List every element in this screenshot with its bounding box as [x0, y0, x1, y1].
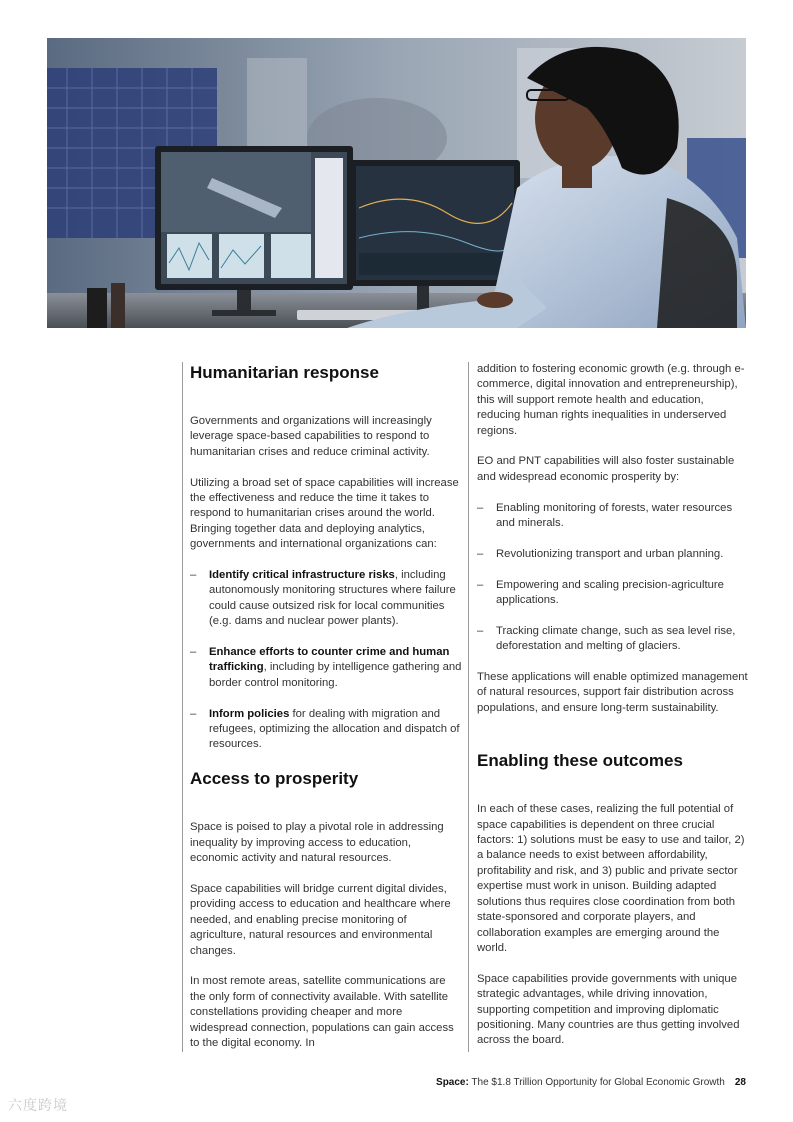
paragraph: In most remote areas, satellite communications are the only form of connectivity available. With satellite constellations providing cheaper and more widespread connection, populations can gain access to the digital economy. In [190, 975, 454, 1049]
footer-title: The $1.8 Trillion Opportunity for Global Economic Growth [468, 1077, 725, 1088]
watermark: 六度跨境 [8, 1097, 68, 1113]
paragraph: addition to fostering economic growth (e.g. through e-commerce, digital innovation and entrepreneurship), this will support remote health and education, reducing human rights inequalities in underserved regions. [477, 363, 745, 437]
paragraph: Utilizing a broad set of space capabilities will increase the effectiveness and reduce the time it takes to respond to humanitarian crises around the world. Bringing together data and deploying analytics, governments and international organizations can: [190, 476, 459, 551]
footer-brand: Space: [436, 1077, 469, 1088]
list-item-bold: Identify critical infrastructure risks [209, 569, 395, 582]
hero-photo [47, 38, 746, 328]
list-item-text: , including by intelligence gathering and border control monitoring. [209, 661, 462, 689]
page-number: 28 [734, 1077, 746, 1088]
paragraph: Space capabilities will bridge current digital divides, providing access to education and healthcare where needed, and enabling precise monitoring of agriculture, natural resources and environmental changes. [190, 882, 451, 957]
left-column [190, 362, 462, 1067]
column-divider-left [182, 362, 183, 1052]
paragraph: These applications will enable optimized management of natural resources, support fair distribution across populations, and ensure long-term sustainability. [477, 671, 748, 714]
list-item: – Enabling monitoring of forests, water resources and minerals. [477, 501, 749, 532]
list-item [190, 568, 462, 630]
page-footer [436, 1077, 746, 1088]
paragraph: Governments and organizations will increasingly leverage space-based capabilities to respond to humanitarian crises and reduce criminal activity. [190, 415, 432, 458]
heading-access-to-prosperity: Access to prosperity [190, 769, 359, 789]
list-item-text: for dealing with migration and refugees, optimizing the allocation and dispatch of resources. [209, 707, 460, 751]
prosperity-list [477, 501, 749, 655]
list-item [190, 645, 462, 691]
heading-enabling-these-outcomes: Enabling these outcomes [477, 751, 683, 771]
list-item [190, 707, 462, 753]
right-column [477, 362, 749, 1064]
humanitarian-list [190, 568, 462, 753]
heading-humanitarian-response: Humanitarian response [190, 363, 379, 382]
list-item-text: , including autonomously monitoring structures where failure could cause outsized risk for local communities (e.g. dams and nuclear power plants). [209, 569, 456, 628]
list-item: – Tracking climate change, such as sea level rise, deforestation and melting of glaciers. [477, 624, 749, 655]
paragraph: EO and PNT capabilities will also foster sustainable and widespread economic prosperity by: [477, 455, 735, 483]
paragraph: Space capabilities provide governments with unique strategic advantages, while driving innovation, supporting competition and improving diplomatic positioning. Many countries are thus getting involved across the board. [477, 972, 740, 1047]
paragraph: In each of these cases, realizing the full potential of space capabilities is dependent on three crucial factors: 1) solutions must be easy to use and tailor, 2) a balance needs to exist between affordability, profitability and risk, and 3) public and private sector expertise must work in unison. Building adapted solutions thus requires close coordination from both state-sponsored and corporate players, and collaboration examples are emerging around the world. [477, 803, 745, 954]
list-item-bold: Inform policies [209, 707, 290, 720]
list-item-bold: Enhance efforts to counter crime and human trafficking [209, 646, 450, 674]
list-item: – Revolutionizing transport and urban planning. [477, 547, 749, 562]
paragraph: Space is poised to play a pivotal role in addressing inequality by improving access to education, economic activity and natural resources. [190, 821, 444, 865]
column-divider-right [468, 362, 469, 1052]
list-item: – Empowering and scaling precision-agriculture applications. [477, 578, 749, 609]
